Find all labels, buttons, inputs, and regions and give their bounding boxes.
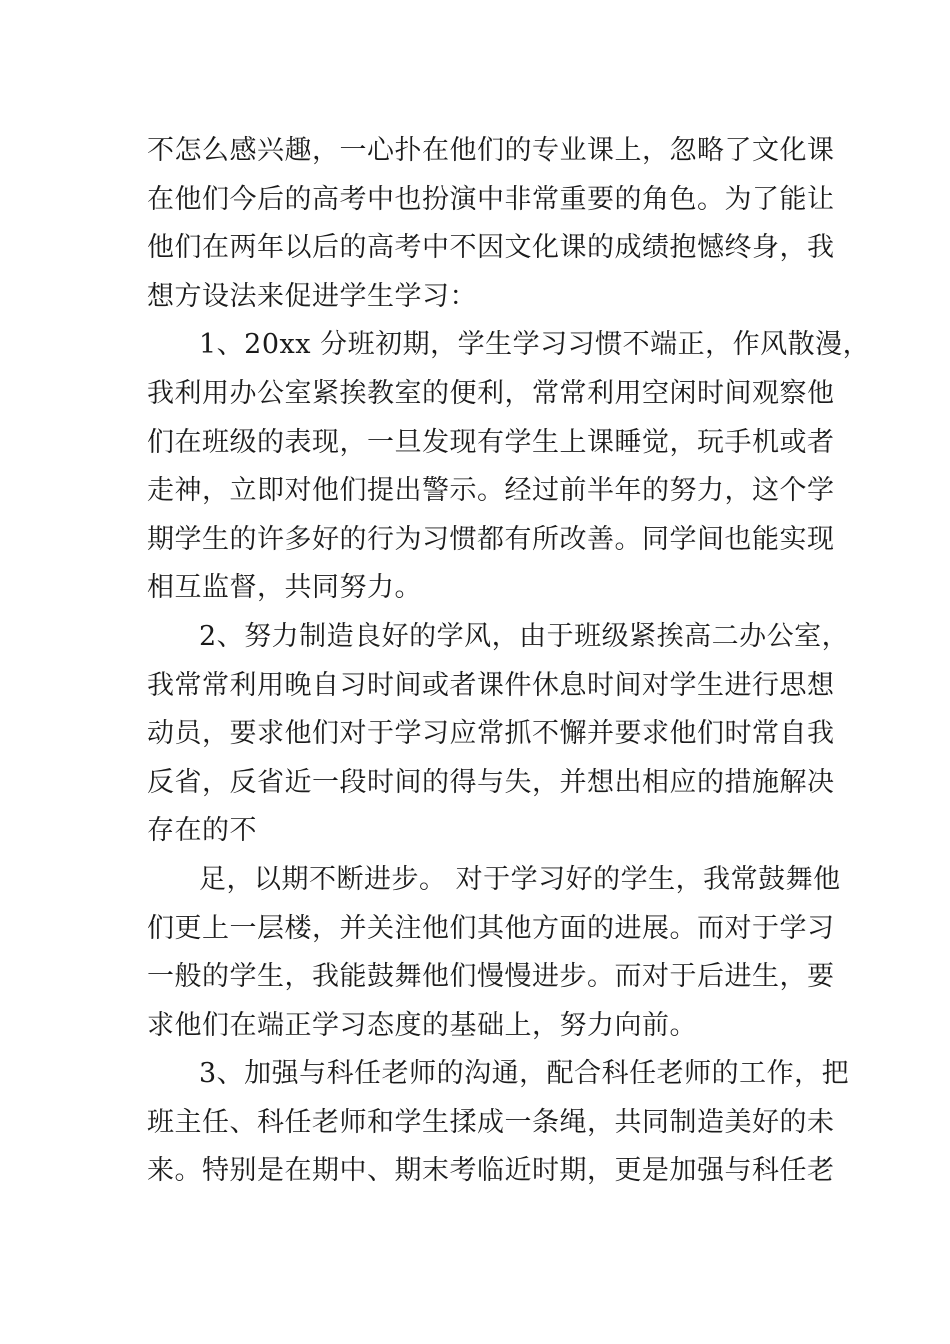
body-text: [147, 127, 871, 1196]
text-line: 在他们今后的高考中也扮演中非常重要的角色。为了能让: [147, 183, 835, 215]
text-line: 来。特别是在期中、期末考临近时期，更是加强与科任老: [147, 1155, 835, 1187]
text-line: 足，以期不断进步。 对于学习好的学生，我常鼓舞他: [199, 863, 841, 895]
text-line: 反省，反省近一段时间的得与失，并想出相应的措施解决: [147, 766, 835, 798]
text-line: 1、20xx 分班初期，学生学习习惯不端正，作风散漫，: [199, 329, 871, 361]
text-line: 们在班级的表现，一旦发现有学生上课睡觉，玩手机或者: [147, 426, 835, 458]
text-line: 3、加强与科任老师的沟通，配合科任老师的工作，把: [199, 1058, 850, 1090]
text-line: 期学生的许多好的行为习惯都有所改善。同学间也能实现: [147, 523, 835, 555]
text-line: 不怎么感兴趣，一心扑在他们的专业课上，忽略了文化课: [147, 135, 835, 166]
text-line: 相互监督，共同努力。: [147, 572, 422, 604]
text-line: 他们在两年以后的高考中不因文化课的成绩抱憾终身，我: [147, 232, 835, 264]
text-line: 2、努力制造良好的学风，由于班级紧挨高二办公室，: [199, 620, 850, 652]
text-line: 我利用办公室紧挨教室的便利，常常利用空闲时间观察他: [147, 377, 835, 409]
text-line: 想方设法来促进学生学习：: [147, 280, 477, 312]
text-line: 班主任、科任老师和学生揉成一条绳，共同制造美好的未: [147, 1106, 835, 1138]
text-line: 我常常利用晚自习时间或者课件休息时间对学生进行思想: [147, 669, 835, 701]
text-line: 动员，要求他们对于学习应常抓不懈并要求他们时常自我: [147, 718, 835, 750]
text-line: 走神，立即对他们提出警示。经过前半年的努力，这个学: [147, 475, 835, 507]
text-line: 求他们在端正学习态度的基础上，努力向前。: [147, 1009, 697, 1041]
text-line: 存在的不: [147, 815, 257, 847]
text-line: 们更上一层楼，并关注他们其他方面的进展。而对于学习: [147, 912, 835, 944]
text-line: 一般的学生，我能鼓舞他们慢慢进步。而对于后进生，要: [147, 961, 835, 993]
